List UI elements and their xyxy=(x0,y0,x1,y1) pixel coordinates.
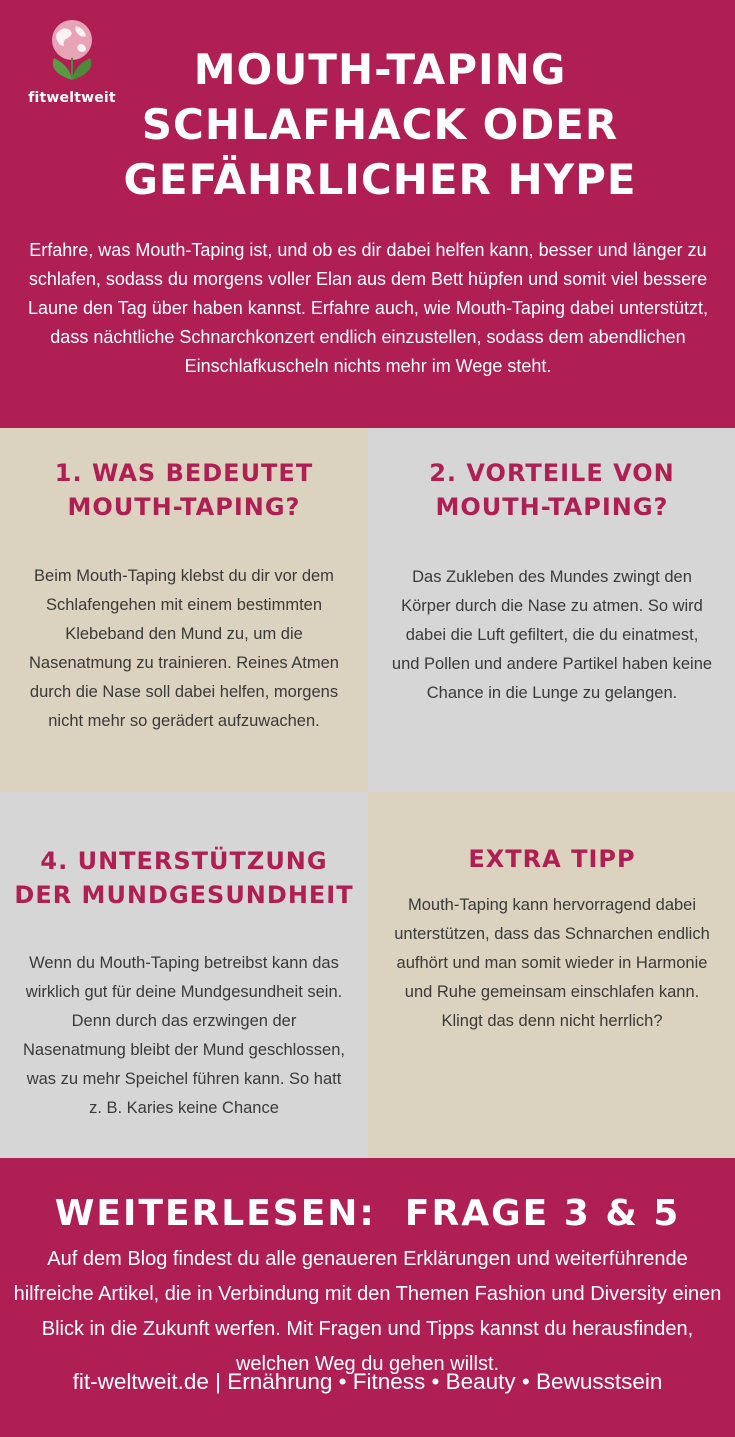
section-text: Wenn du Mouth-Taping betreibst kann das wirklich gut für deine Mundgesundheit sein. Denn durch das erzwingen der Nasenatmung bleibt der Mund geschlossen, was zu mehr Speichel führen kann. So hatt z. B. Karies keine Chance xyxy=(23,954,345,1117)
section-benefits xyxy=(368,428,735,792)
section-text: Beim Mouth-Taping klebst du dir vor dem Schlafengehen mit einem bestimmten Klebeband den Mund zu, um die Nasenatmung zu trainieren. Reines Atmen durch die Nase soll dabei helfen, morgens nicht mehr so gerädert aufzuwachen. xyxy=(28,567,339,730)
page-title: MOUTH-TAPING SCHLAFHACK ODER GEFÄHRLICHER HYPE xyxy=(123,45,637,204)
section-heading: EXTRA TIPP xyxy=(468,845,636,873)
section-text: Das Zukleben des Mundes zwingt den Körper durch die Nase zu atmen. So wird dabei die Luft gefiltert, die du einatmest, und Pollen und andere Partikel haben keine Chance in die Lunge zu gelangen. xyxy=(391,568,713,702)
section-extra-tip xyxy=(368,792,735,1158)
intro-text: Erfahre, was Mouth-Taping ist, und ob es dir dabei helfen kann, besser und länger zu schlafen, sodass du morgens voller Elan aus dem Bett hüpfen und somit viel bessere Laune den Tag über haben kannst. Erfahre auch, wie Mouth-Taping dabei unterstützt, dass nächtliche Schnarchkonzert endlich einzustellen, sodass dem abendlichen Einschlafkuscheln nichts mehr im Wege steht. xyxy=(27,240,709,376)
section-heading: 4. UNTERSTÜTZUNG DER MUNDGESUNDHEIT xyxy=(14,847,354,909)
section-heading: 2. VORTEILE VON MOUTH-TAPING? xyxy=(429,459,675,521)
website-link[interactable]: fit-weltweit.de | Ernährung • Fitness • Beauty • Bewusstsein xyxy=(72,1369,663,1394)
footer-text: Auf dem Blog findest du alle genaueren Erklärungen und weiterführende hilfreiche Artikel, die in Verbindung mit den Themen Fashion und Diversity einen Blick in die Zukunft werfen. Mit Fragen und Tipps kannst du herausfinden, welchen Weg du gehen willst. xyxy=(13,1248,722,1375)
globe-with-leaves-icon xyxy=(36,14,108,86)
section-what-is xyxy=(0,428,368,792)
brand-name: fitweltweit xyxy=(28,90,116,106)
header-section xyxy=(0,0,735,428)
section-heading: 1. WAS BEDEUTET MOUTH-TAPING? xyxy=(54,459,314,521)
section-text: Mouth-Taping kann hervorragend dabei unterstützen, dass das Schnarchen endlich aufhört und man somit wieder in Harmonie und Ruhe gemeinsam einschlafen kann. Klingt das denn nicht herrlich? xyxy=(394,896,710,1030)
footer-heading: WEITERLESEN: FRAGE 3 & 5 xyxy=(54,1193,681,1234)
section-oral-health xyxy=(0,792,368,1158)
